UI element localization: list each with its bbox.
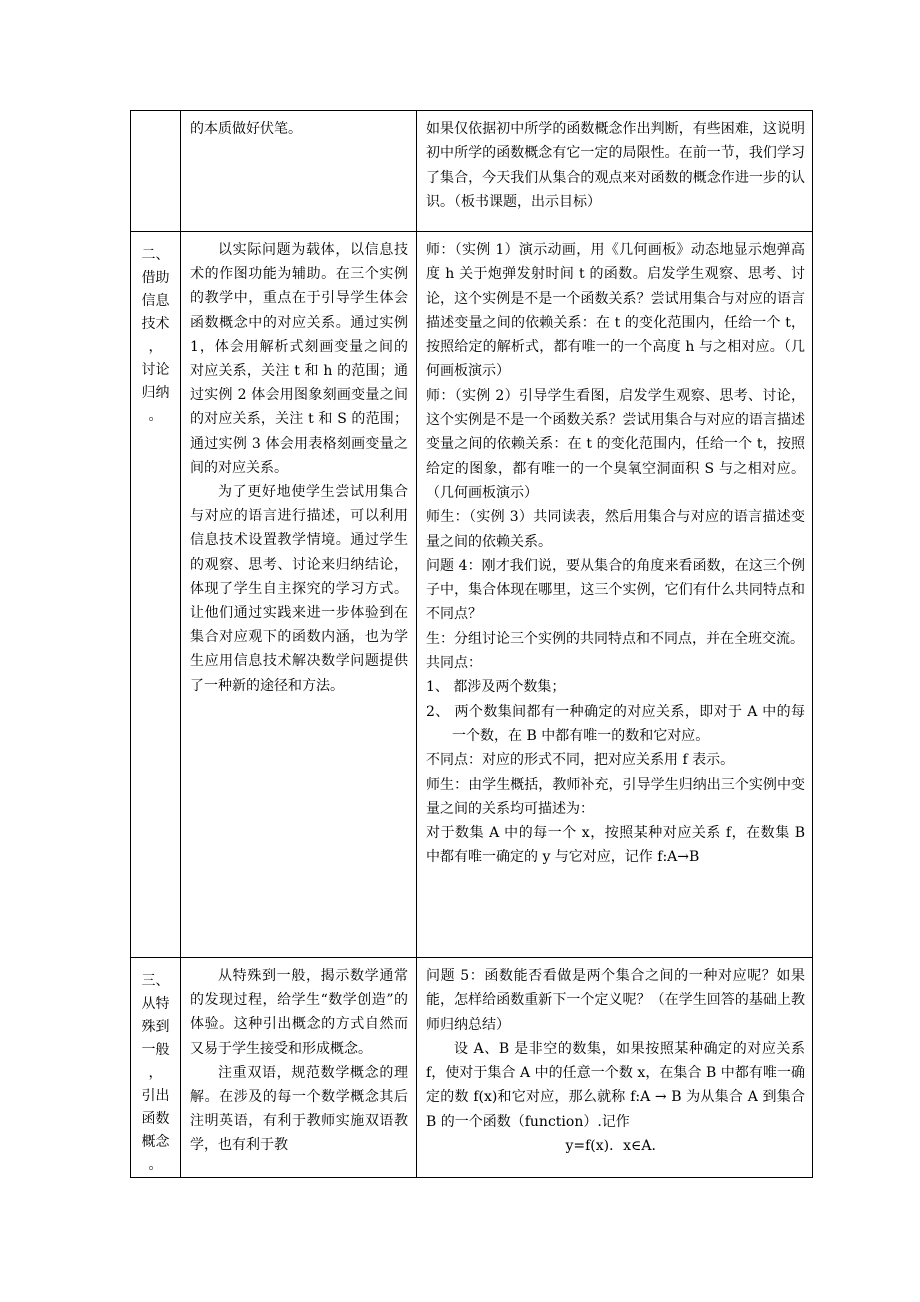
section-label-line: 殊到: [141, 1019, 170, 1035]
section-cell: [131, 232, 181, 958]
section-label-line: 归纳: [141, 385, 170, 401]
process-paragraph: 师：（实例 2）引导学生看图，启发学生观察、思考、讨论，这个实例是不是一个函数关系？尝试用集合与对应的语言描述变量之间的依赖关系：在 t 的变化范围内，任给一个 t，按照给定的图象，都有唯一的一个臭氧空洞面积 S 与之相对应。（几何画板演示）: [426, 387, 805, 501]
section-label-line: 二、: [141, 247, 170, 263]
lesson-plan-table: [130, 110, 813, 1178]
process-paragraph: 师生：由学生概括，教师补充，引导学生归纳出三个实例中变量之间的关系均可描述为：: [426, 776, 805, 817]
process-paragraph: 不同点：对应的形式不同，把对应关系用 f 表示。: [426, 752, 735, 769]
process-paragraph: 生：分组讨论三个实例的共同特点和不同点，并在全班交流。: [426, 630, 804, 647]
process-paragraph: 师生：（实例 3）共同读表，然后用集合与对应的语言描述变量之间的依赖关系。: [426, 509, 805, 550]
section-label-line: 借助: [141, 270, 170, 286]
design-intent-cell: [181, 111, 417, 232]
teaching-process-cell: [417, 111, 813, 232]
intent-paragraph: 的本质做好伏笔。: [190, 121, 302, 137]
function-definition: 设 A、B 是非空的数集，如果按照某种确定的对应关系 f，使对于集合 A 中的任意一个数 x，在集合 B 中都有唯一确定的数 f(x)和它对应，那么就称 f:A → B 为从集合 A 到集合 B 的一个函数（function）.记作: [426, 1040, 805, 1130]
intent-paragraph: 以实际问题为载体，以信息技术的作图功能为辅助。在三个实例的教学中，重点在于引导学生体会函数概念中的对应关系。通过实例 1，体会用解析式刻画变量之间的对应关系，关注 t 和 h 的范围；通过实例 2 体会用图象刻画变量之间的对应关系，关注 t 和 S 的范围；通过实例 3 体会用表格刻画变量之间的对应关系。: [190, 242, 408, 476]
section-label-line: 讨论: [141, 362, 170, 378]
process-paragraph: 问题 4：刚才我们说，要从集合的角度来看函数，在这三个例子中，集合体现在哪里，这三个实例，它们有什么共同特点和不同点？: [426, 557, 805, 623]
section-cell: [131, 111, 181, 232]
teaching-process-cell: [417, 232, 813, 958]
process-paragraph: 如果仅依据初中所学的函数概念作出判断，有些困难，这说明初中所学的函数概念有它一定的局限性。在前一节，我们学习了集合，今天我们从集合的观点来对函数的概念作进一步的认识。（板书课题，出示目标）: [426, 121, 805, 210]
process-paragraph: 共同点：: [426, 655, 482, 672]
teaching-process-cell: [417, 958, 813, 1178]
section-label-line: 技术: [141, 316, 170, 332]
intent-paragraph: 为了更好地使学生尝试用集合与对应的语言进行描述，可以利用信息技术设置教学情境。通过学生的观察、思考、讨论来归纳结论，体现了学生自主探究的学习方式。让他们通过实践来进一步体验到在集合对应观下的函数内涵，也为学生应用信息技术解决数学问题提供了一种新的途径和方法。: [190, 484, 408, 694]
list-item: 2、 两个数集间都有一种确定的对应关系，即对于 A 中的每一个数，在 B 中都有唯一的数和它对应。: [426, 703, 805, 744]
intent-paragraph: 注重双语，规范数学概念的理解。在涉及的每一个数学概念其后注明英语，有利于教师实施双语教学，也有利于教: [190, 1064, 408, 1154]
section-label-line: 一般: [141, 1042, 170, 1058]
section-label-line: 引出: [141, 1088, 170, 1104]
section-cell: [131, 958, 181, 1178]
design-intent-cell: [181, 958, 417, 1178]
intent-paragraph: 从特殊到一般，揭示数学通常的发现过程，给学生“数学创造”的体验。这种引出概念的方式自然而又易于学生接受和形成概念。: [190, 968, 408, 1057]
section-label-line: 信息: [141, 293, 170, 309]
section-label-line: ，: [148, 1065, 163, 1081]
table-row: [131, 232, 813, 958]
section-label-line: 。: [148, 1157, 163, 1173]
process-paragraph: 师：（实例 1）演示动画，用《几何画板》动态地显示炮弹高度 h 关于炮弹发射时间 t 的函数。启发学生观察、思考、讨论，这个实例是不是一个函数关系？尝试用集合与对应的语言描述变量之间的依赖关系：在 t 的变化范围内，任给一个 t，按照给定的解析式，都有唯一的一个高度 h 与之相对应。（几何画板演示）: [426, 242, 805, 380]
section-label-line: 从特: [141, 996, 170, 1012]
section-label-line: 概念: [141, 1134, 170, 1150]
section-label-line: 函数: [141, 1111, 170, 1127]
section-label-line: 三、: [141, 973, 170, 989]
section-label-line: 。: [148, 408, 163, 424]
process-paragraph: 对于数集 A 中的每一个 x，按照某种对应关系 f，在数集 B 中都有唯一确定的 y 与它对应，记作 f:A→B: [426, 825, 805, 866]
table-row: [131, 958, 813, 1178]
function-notation: y=f(x)．x∈A．: [565, 1138, 666, 1155]
section-label-line: ，: [148, 339, 163, 355]
process-paragraph: 问题 5：函数能否看做是两个集合之间的一种对应呢？如果能，怎样给函数重新下一个定义呢？（在学生回答的基础上教师归纳总结）: [426, 968, 805, 1033]
list-item: 1、 都涉及两个数集；: [426, 679, 566, 696]
table-row: [131, 111, 813, 232]
design-intent-cell: [181, 232, 417, 958]
